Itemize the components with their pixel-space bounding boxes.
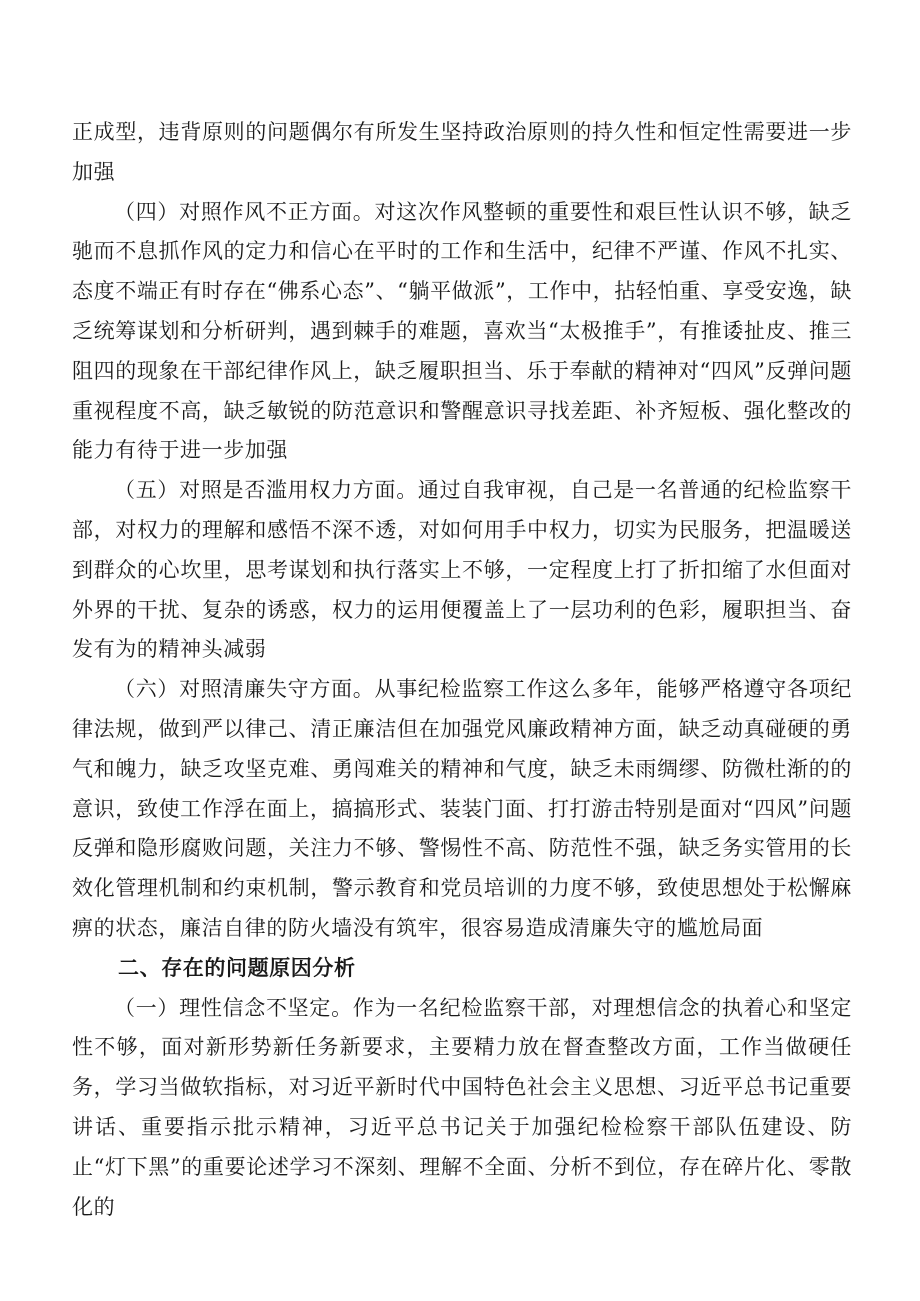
document-body bbox=[72, 113, 852, 1227]
paragraph-section-4-conduct: （四）对照作风不正方面。对这次作风整顿的重要性和艰巨性认识不够，缺乏驰而不息抓作风的定力和信心在平时的工作和生活中，纪律不严谨、作风不扎实、态度不端正有时存在“佛系心态”、“躺平做派”，工作中，拈轻怕重、享受安逸，缺乏统筹谋划和分析研判，遇到棘手的难题，喜欢当“太极推手”，有推诿扯皮、推三阻四的现象在干部纪律作风上，缺乏履职担当、乐于奉献的精神对“四风”反弹问题重视程度不高，缺乏敏锐的防范意识和警醒意识寻找差距、补齐短板、强化整改的能力有待于进一步加强 bbox=[72, 199, 852, 463]
paragraph-continuation: 正成型，违背原则的问题偶尔有所发生坚持政治原则的持久性和恒定性需要进一步加强 bbox=[72, 120, 852, 184]
paragraph-cause-1-belief: （一）理性信念不坚定。作为一名纪检监察干部，对理想信念的执着心和坚定性不够，面对新形势新任务新要求，主要精力放在督查整改方面，工作当做硬任务，学习当做软指标，对习近平新时代中国特色社会主义思想、习近平总书记重要讲话、重要指示批示精神，习近平总书记关于加强纪检检察干部队伍建设、防止“灯下黑”的重要论述学习不深刻、理解不全面、分析不到位，存在碎片化、零散化的 bbox=[72, 995, 852, 1219]
paragraph-section-6-integrity: （六）对照清廉失守方面。从事纪检监察工作这么多年，能够严格遵守各项纪律法规，做到严以律己、清正廉洁但在加强党风廉政精神方面，缺乏动真碰硬的勇气和魄力，缺乏攻坚克难、勇闯难关的精神和气度，缺乏未雨绸缪、防微杜渐的的意识，致使工作浮在面上，搞搞形式、装装门面、打打游击特别是面对“四风”问题反弹和隐形腐败问题，关注力不够、警惕性不高、防范性不强，缺乏务实管用的长效化管理机制和约束机制，警示教育和党员培训的力度不够，致使思想处于松懈麻痹的状态，廉洁自律的防火墙没有筑牢，很容易造成清廉失守的尴尬局面 bbox=[72, 677, 852, 940]
paragraph-section-5-power: （五）对照是否滥用权力方面。通过自我审视，自己是一名普通的纪检监察干部，对权力的理解和感悟不深不透，对如何用手中权力，切实为民服务，把温暖送到群众的心坎里，思考谋划和执行落实上不够，一定程度上打了折扣缩了水但面对外界的干扰、复杂的诱惑，权力的运用便覆盖上了一层功利的色彩，履职担当、奋发有为的精神头减弱 bbox=[72, 478, 852, 662]
section-heading-cause-analysis: 二、存在的问题原因分析 bbox=[118, 955, 356, 980]
